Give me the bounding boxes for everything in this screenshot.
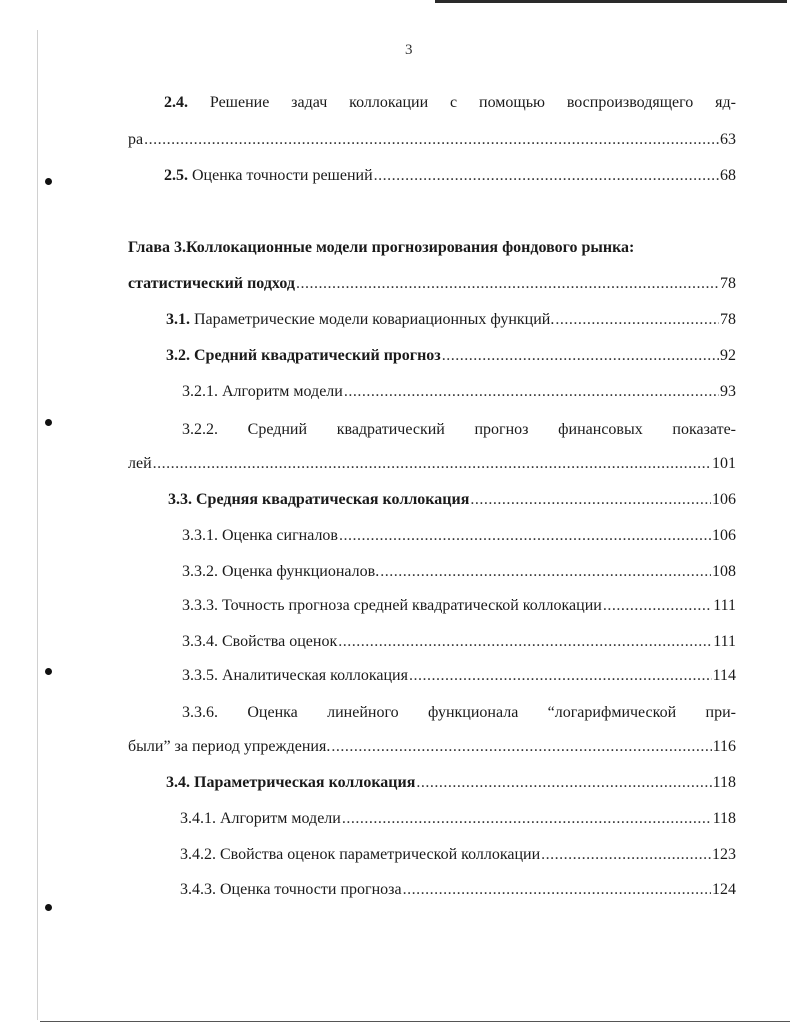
toc-page-number: 101 [712,455,736,472]
toc-entry-3-1[interactable] [166,310,736,330]
toc-entry-title: 3.3.6. Оценка линейного функционала “логарифмической при- [182,704,736,721]
toc-entry-title: 3.4.2. Свойства оценок параметрической коллокации [180,846,541,863]
toc-page-number: 114 [712,667,736,684]
leader-dots [153,454,711,474]
toc-page-number: 118 [712,774,736,791]
toc-entry-3-3-6[interactable] [182,703,736,723]
toc-entry-number: 2.4. [164,94,188,111]
toc-chapter-3[interactable] [128,238,736,258]
leader-dots [555,310,719,330]
leader-dots [339,526,711,546]
leader-dots [603,596,712,616]
toc-entry-3-3[interactable] [168,490,736,510]
toc-entry-title: 3.2. Средний квадратический прогноз [166,347,441,364]
toc-entry-3-3-2[interactable] [182,562,736,582]
toc-entry-title: 3.2.1. Алгоритм модели [182,383,343,400]
leader-dots [344,382,719,402]
toc-entry-title: 3.3.3. Точность прогноза средней квадратической коллокации [182,597,602,614]
toc-entry-title: были” за период упреждения. [128,738,331,755]
toc-page-number: 123 [712,846,736,863]
toc-entry-title: 3.3. Средняя квадратическая коллокация [168,491,470,508]
toc-entry-3-2-2[interactable] [182,420,736,440]
leader-dots [144,130,719,150]
leader-dots [342,809,712,829]
leader-dots [374,166,719,186]
toc-entry-title: Глава 3.Коллокационные модели прогнозирования фондового рынка: [128,239,635,256]
toc-entry-title: 3.3.5. Аналитическая коллокация [182,667,408,684]
toc-entry-title: Оценка точности решений [192,167,373,184]
toc-page-number: 78 [720,275,736,292]
toc-entry-3-4-2[interactable] [180,845,736,865]
toc-chapter-3-cont[interactable] [128,274,736,294]
toc-entry-3-4-1[interactable] [180,809,736,829]
leader-dots [296,274,719,294]
toc-entry-3-3-1[interactable] [182,526,736,546]
punch-hole-mark [45,419,52,426]
toc-entry-title: ра [128,131,144,148]
toc-entry-title: лей [128,455,152,472]
toc-entry-title: 3.3.4. Свойства оценок [182,633,338,650]
punch-hole-mark [45,668,52,675]
scan-artifact-left-edge [37,30,38,1020]
toc-entry-3-2[interactable] [166,346,736,366]
toc-page-number: 92 [720,347,736,364]
toc-page-number: 63 [720,131,736,148]
toc-entry-title: статистический подход [128,275,295,292]
toc-entry-title: 3.4.1. Алгоритм модели [180,810,341,827]
toc-page-number: 106 [712,527,736,544]
punch-hole-mark [45,904,52,911]
leader-dots [442,346,719,366]
toc-page-number: 78 [720,311,736,328]
scan-artifact-top-line [435,0,787,3]
toc-entry-3-3-3[interactable] [182,596,736,616]
leader-dots [403,880,711,900]
toc-entry-title: Параметрические модели ковариационных функций. [194,311,555,328]
toc-entry-3-2-2-cont[interactable] [128,454,736,474]
scan-artifact-bottom-line [40,1021,790,1022]
page-number: 3 [405,42,413,58]
toc-page-number: 111 [713,597,736,614]
leader-dots [470,490,711,510]
toc-entry-number: 2.5. [164,167,188,184]
toc-entry-3-3-6-cont[interactable] [128,737,736,757]
leader-dots [380,562,711,582]
leader-dots [541,845,711,865]
toc-entry-title: 3.4. Параметрическая коллокация [166,774,416,791]
toc-entry-title: 3.3.1. Оценка сигналов [182,527,338,544]
toc-entry-number: 3.1. [166,311,190,328]
toc-page-number: 93 [720,383,736,400]
toc-entry-3-3-5[interactable] [182,666,736,686]
toc-entry-2-4[interactable] [164,93,736,113]
toc-entry-3-4[interactable] [166,773,736,793]
toc-entry-title: 3.3.2. Оценка функционалов. [182,563,380,580]
toc-page-number: 106 [712,491,736,508]
toc-page-number: 111 [713,633,736,650]
leader-dots [338,632,712,652]
punch-hole-mark [45,178,52,185]
toc-page-number: 68 [720,167,736,184]
leader-dots [331,737,711,757]
toc-page-number: 124 [712,881,736,898]
toc-entry-title: Решение задач коллокации с помощью воспроизводящего яд- [209,94,737,111]
toc-entry-3-4-3[interactable] [180,880,736,900]
toc-entry-3-2-1[interactable] [182,382,736,402]
toc-entry-title: 3.4.3. Оценка точности прогноза [180,881,402,898]
toc-entry-2-5[interactable] [164,166,736,186]
toc-page-number: 118 [712,810,736,827]
leader-dots [409,666,712,686]
toc-page-number: 116 [712,738,736,755]
toc-entry-3-3-4[interactable] [182,632,736,652]
toc-page-number: 108 [712,563,736,580]
toc-entry-title: 3.2.2. Средний квадратический прогноз финансовых показате- [182,421,736,438]
toc-entry-2-4-cont[interactable] [128,130,736,150]
leader-dots [416,773,711,793]
